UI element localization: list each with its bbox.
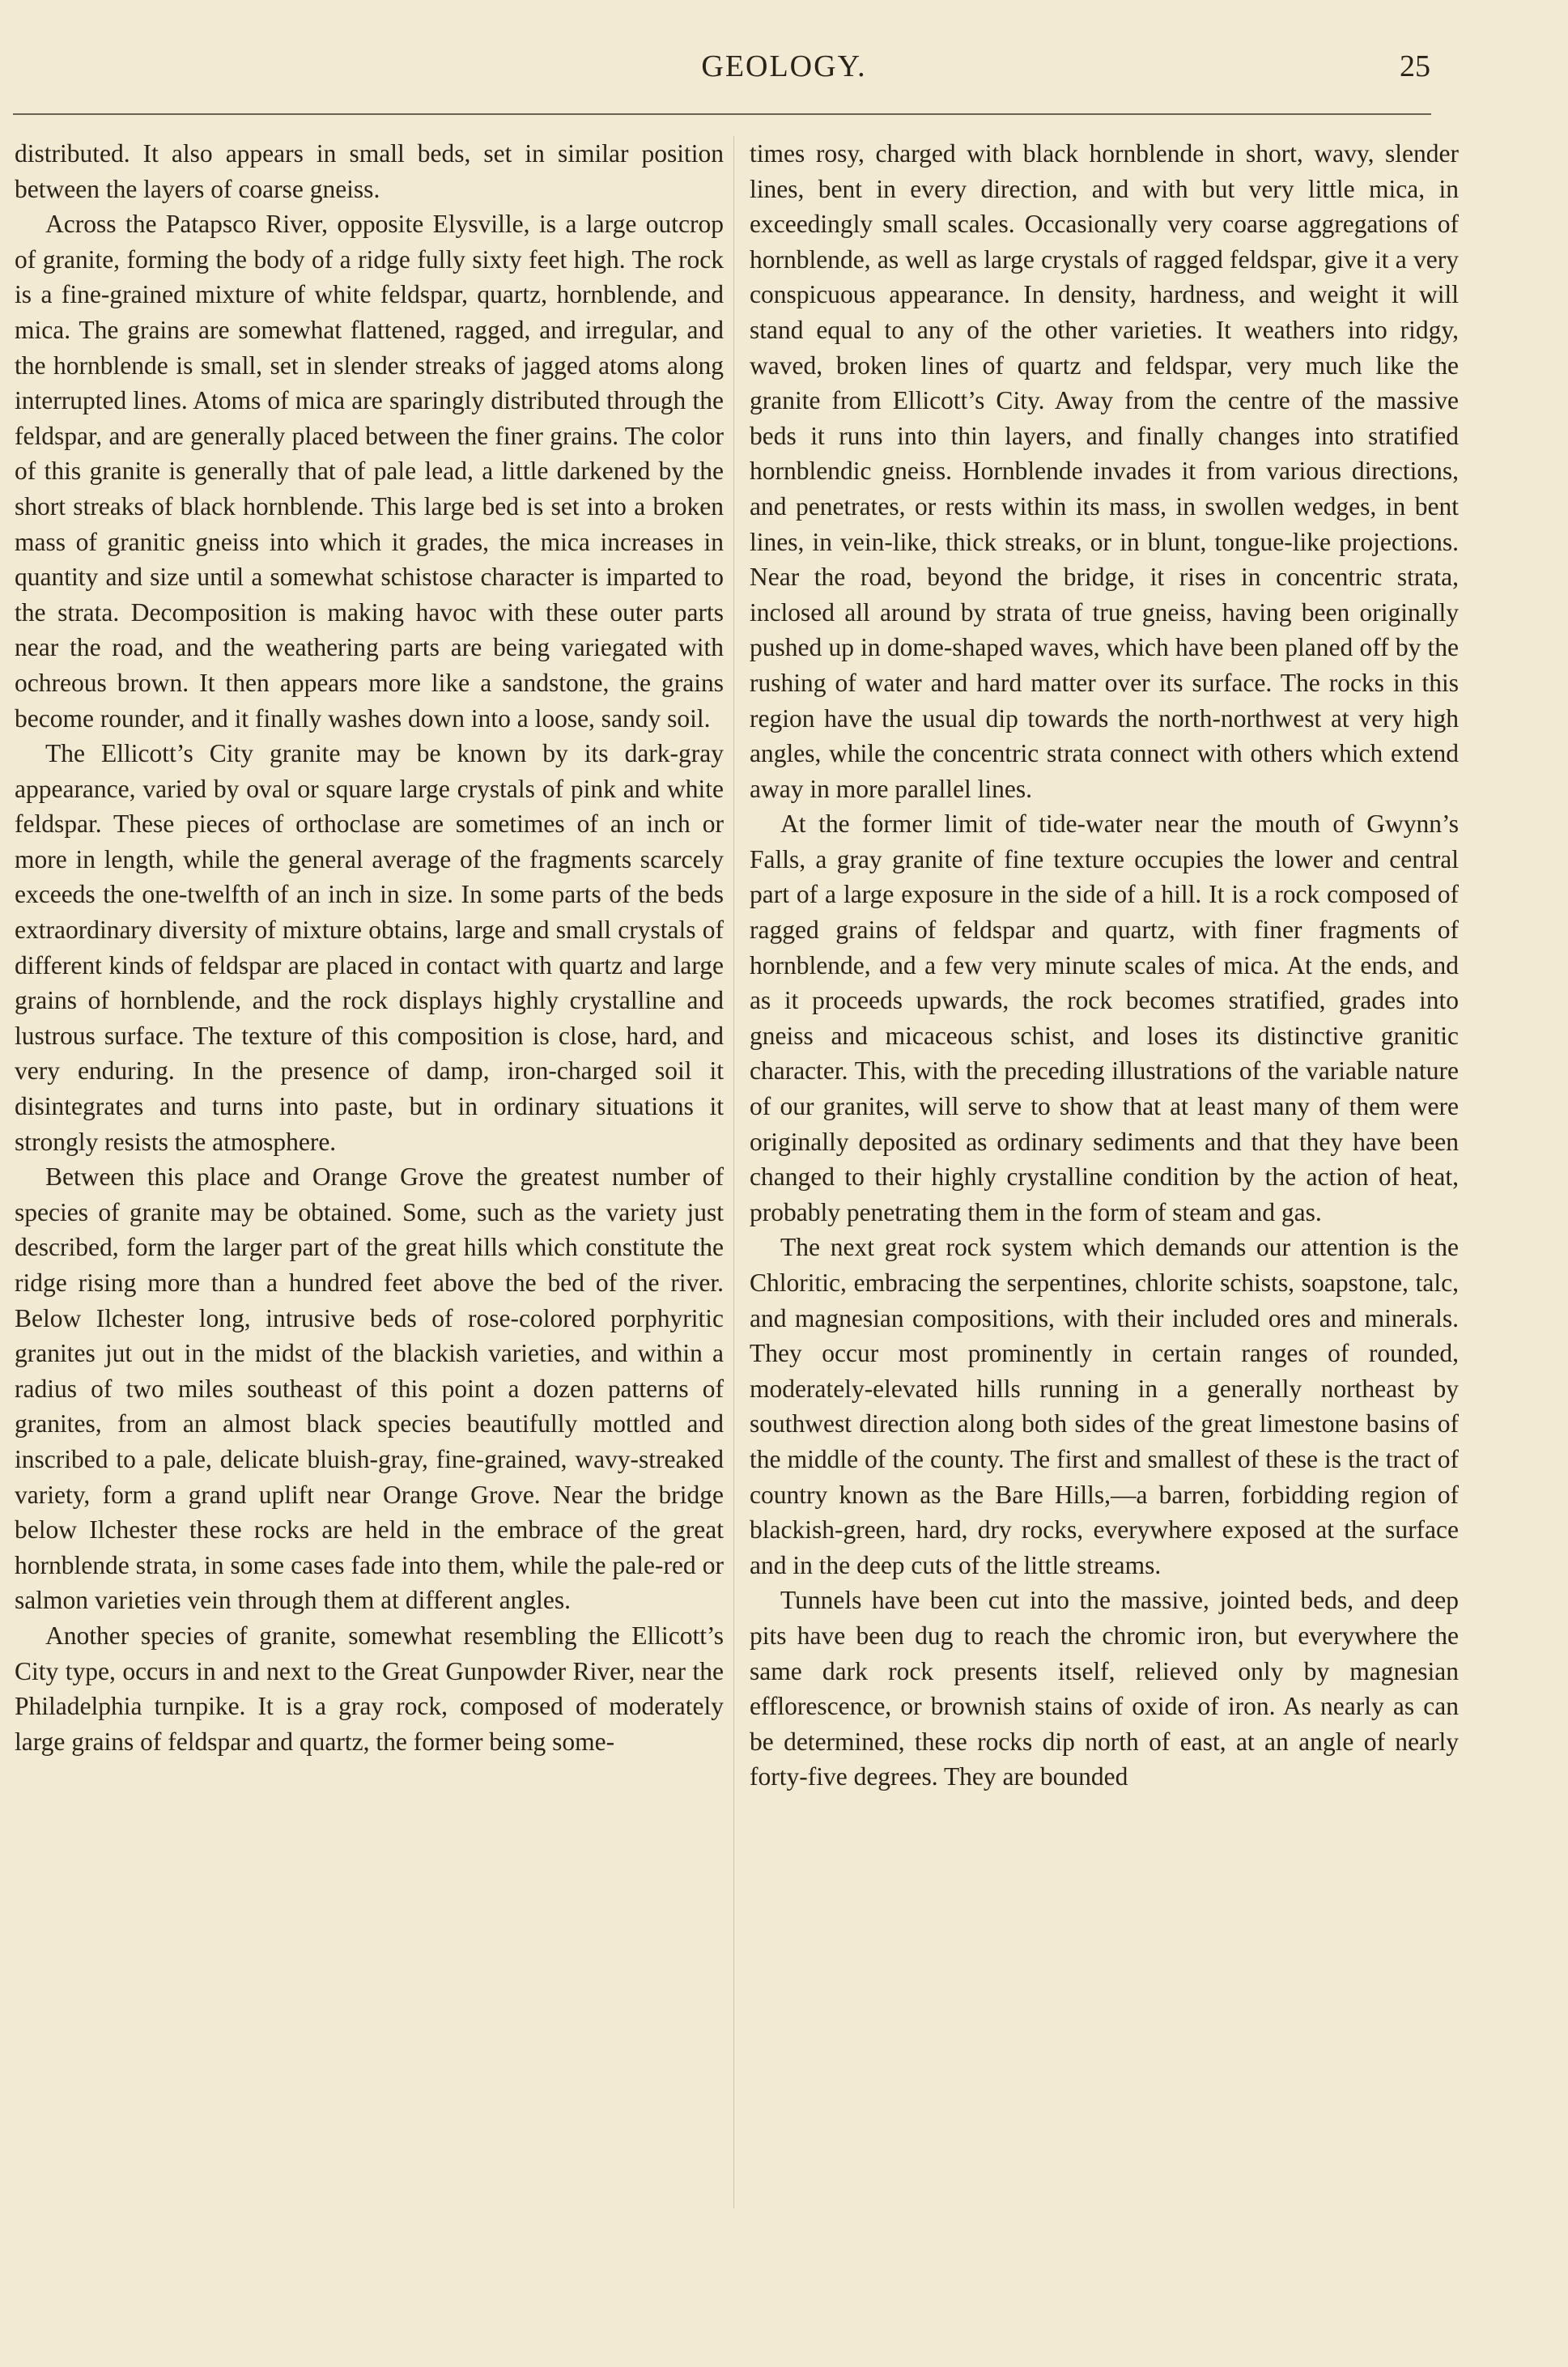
right-column — [750, 136, 1459, 1795]
paragraph: Tunnels have been cut into the massive, jointed beds, and deep pits have been dug to reach the chromic iron, but everywhere the same dark rock presents itself, relieved only by magnesian efflorescence, or brownish stains of oxide of iron. As nearly as can be determined, these rocks dip north of east, at an angle of nearly forty-five degrees. They are bounded — [750, 1586, 1459, 1791]
header-rule — [13, 113, 1431, 115]
paragraph: The Ellicott’s City granite may be known by its dark-gray appearance, varied by oval or square large crystals of pink and white feldspar. These pieces of orthoclase are sometimes of an inch or more in length, while the general average of the fragments scarcely exceeds the one-twelfth of an inch in size. In some parts of the beds extraordinary diversity of mixture obtains, large and small crystals of different kinds of feldspar are placed in contact with quartz and large grains of hornblende, and the rock displays highly crystalline and lustrous surface. The texture of this composition is close, hard, and very enduring. In the presence of damp, iron-charged soil it disintegrates and turns into paste, but in ordinary situations it strongly resists the atmosphere. — [15, 739, 724, 1156]
paragraph: Another species of granite, somewhat resembling the Ellicott’s City type, occurs in and next to the Great Gunpowder River, near the Philadelphia turnpike. It is a gray rock, composed of moderately large grains of feldspar and quartz, the former being some- — [15, 1621, 724, 1756]
left-column — [15, 136, 724, 1759]
running-head — [0, 49, 1568, 97]
paragraph: Between this place and Orange Grove the greatest number of species of granite may be obtained. Some, such as the variety just described, form the larger part of the great hills which constitute the ridge rising more than a hundred feet above the bed of the river. Below Ilchester long, intrusive beds of rose-colored porphyritic granites jut out in the midst of the blackish varieties, and within a radius of two miles southeast of this point a dozen patterns of granites, from an almost black species beautifully mottled and inscribed to a pale, delicate bluish-gray, fine-grained, wavy-streaked variety, form a grand uplift near Orange Grove. Near the bridge below Ilchester these rocks are held in the embrace of the great hornblende strata, in some cases fade into them, while the pale-red or salmon varieties vein through them at different angles. — [15, 1162, 724, 1615]
column-divider — [733, 136, 734, 2208]
page-number: 25 — [1400, 49, 1430, 83]
paragraph: distributed. It also appears in small beds, set in similar position between the layers of coarse gneiss. — [15, 139, 724, 203]
paragraph: times rosy, charged with black hornblende in short, wavy, slender lines, bent in every direction, and with but very little mica, in exceedingly small scales. Occasionally very coarse aggregations of hornblende, as well as large crystals of ragged feldspar, give it a very conspicuous appearance. In density, hardness, and weight it will stand equal to any of the other varieties. It weathers into ridgy, waved, broken lines of quartz and feldspar, very much like the granite from Ellicott’s City. Away from the centre of the massive beds it runs into thin layers, and finally changes into stratified hornblendic gneiss. Hornblende invades it from various directions, and penetrates, or rests within its mass, in swollen wedges, in bent lines, in vein-like, thick streaks, or in blunt, tongue-like projections. Near the road, beyond the bridge, it rises in concentric strata, inclosed all around by strata of true gneiss, having been originally pushed up in dome-shaped waves, which have been planed off by the rushing of water and hard matter over its surface. The rocks in this region have the usual dip towards the north-northwest at very high angles, while the concentric strata connect with others which extend away in more parallel lines. — [750, 139, 1459, 803]
paragraph: At the former limit of tide-water near the mouth of Gwynn’s Falls, a gray granite of fine texture occupies the lower and central part of a large exposure in the side of a hill. It is a rock composed of ragged grains of feldspar and quartz, with finer fragments of hornblende, and a few very minute scales of mica. At the ends, and as it proceeds upwards, the rock becomes stratified, grades into gneiss and micaceous schist, and loses its distinctive granitic character. This, with the preceding illustrations of the variable nature of our granites, will serve to show that at least many of them were originally deposited as ordinary sediments and that they have been changed to their highly crystalline condition by the action of heat, probably penetrating them in the form of steam and gas. — [750, 810, 1459, 1226]
paragraph: The next great rock system which demands our attention is the Chloritic, embracing the serpentines, chlorite schists, soapstone, talc, and magnesian compositions, with their included ores and minerals. They occur most prominently in certain ranges of rounded, moderately-elevated hills running in a generally northeast by southwest direction along both sides of the great limestone basins of the middle of the county. The first and smallest of these is the tract of country known as the Bare Hills,—a barren, forbidding region of blackish-green, hard, dry rocks, everywhere exposed at the surface and in the deep cuts of the little streams. — [750, 1233, 1459, 1579]
running-title: GEOLOGY. — [701, 49, 867, 83]
paragraph: Across the Patapsco River, opposite Elysville, is a large outcrop of granite, forming the body of a ridge fully sixty feet high. The rock is a fine-grained mixture of white feldspar, quartz, hornblende, and mica. The grains are somewhat flattened, ragged, and irregular, and the hornblende is small, set in slender streaks of jagged atoms along interrupted lines. Atoms of mica are sparingly distributed through the feldspar, and are generally placed between the finer grains. The color of this granite is generally that of pale lead, a little darkened by the short streaks of black hornblende. This large bed is set into a broken mass of granitic gneiss into which it grades, the mica increases in quantity and size until a somewhat schistose character is imparted to the strata. Decomposition is making havoc with these outer parts near the road, and the weathering parts are being variegated with ochreous brown. It then appears more like a sandstone, the grains become rounder, and it finally washes down into a loose, sandy soil. — [15, 210, 724, 733]
